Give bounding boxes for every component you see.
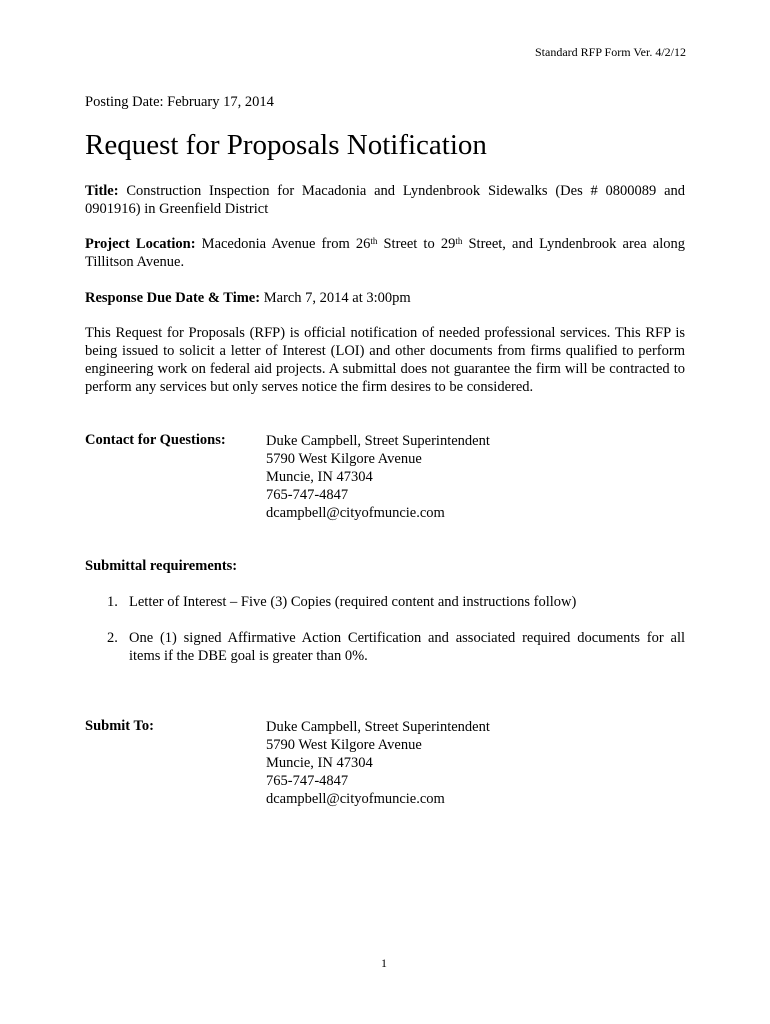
contact-name: Duke Campbell, Street Superintendent (266, 433, 490, 449)
contact-street: 5790 West Kilgore Avenue (266, 451, 422, 467)
project-location-sup1: th (370, 236, 378, 246)
submittal-item-number: 2. (107, 630, 118, 646)
title-value: Construction Inspection for Macadonia and Lyndenbrook Sidewalks (Des # 0800089 and 0901916) in Greenfield District (85, 183, 686, 217)
submit-to-name: Duke Campbell, Street Superintendent (266, 719, 490, 735)
document-title: Request for Proposals Notification (85, 129, 487, 161)
response-due-field (85, 289, 685, 307)
response-due-value: March 7, 2014 at 3:00pm (263, 290, 411, 306)
submittal-item-text: Letter of Interest – Five (3) Copies (required content and instructions follow) (129, 594, 577, 610)
contact-email[interactable]: dcampbell@cityofmuncie.com (266, 505, 445, 521)
submit-to-street: 5790 West Kilgore Avenue (266, 737, 422, 753)
contact-city: Muncie, IN 47304 (266, 469, 373, 485)
submit-to-email[interactable]: dcampbell@cityofmuncie.com (266, 791, 445, 807)
project-location-part1: Macedonia Avenue from 26 (201, 236, 371, 252)
intro-paragraph: This Request for Proposals (RFP) is official notification of needed professional services. This RFP is being issued to solicit a letter of Interest (LOI) and other documents from firms qualified to perform engineering work on federal aid projects. A submittal does not guarantee the firm will be contracted to perform any services but only serves notice the firm desires to be considered. (85, 325, 685, 395)
submittal-item-text: One (1) signed Affirmative Action Certification and associated required documents for all items if the DBE goal is greater than 0%. (129, 630, 685, 664)
submit-to-label: Submit To: (85, 718, 154, 734)
contact-phone: 765-747-4847 (266, 487, 349, 503)
response-due-label: Response Due Date & Time: (85, 290, 261, 306)
form-version-header: Standard RFP Form Ver. 4/2/12 (534, 45, 686, 59)
posting-date: Posting Date: February 17, 2014 (85, 94, 274, 110)
project-location-field (85, 235, 685, 271)
project-location-sup2: th (455, 236, 463, 246)
submit-to-phone: 765-747-4847 (266, 773, 349, 789)
submittal-item (107, 629, 685, 665)
submit-to-block (266, 718, 490, 808)
project-location-part2: Street to 29 (377, 236, 456, 252)
contact-block (266, 432, 490, 522)
project-location-part3: Street, and Lyndenbrook area along Tillitson Avenue. (85, 236, 686, 270)
submit-to-city: Muncie, IN 47304 (266, 755, 373, 771)
title-label: Title: (85, 183, 119, 199)
page-number: 1 (381, 956, 387, 970)
submittal-heading: Submittal requirements: (85, 558, 238, 574)
contact-label: Contact for Questions: (85, 432, 226, 448)
submittal-item-number: 1. (107, 594, 118, 610)
project-location-label: Project Location: (85, 236, 196, 252)
submittal-item (107, 593, 685, 611)
title-field (85, 182, 685, 218)
submittal-list (107, 593, 685, 665)
